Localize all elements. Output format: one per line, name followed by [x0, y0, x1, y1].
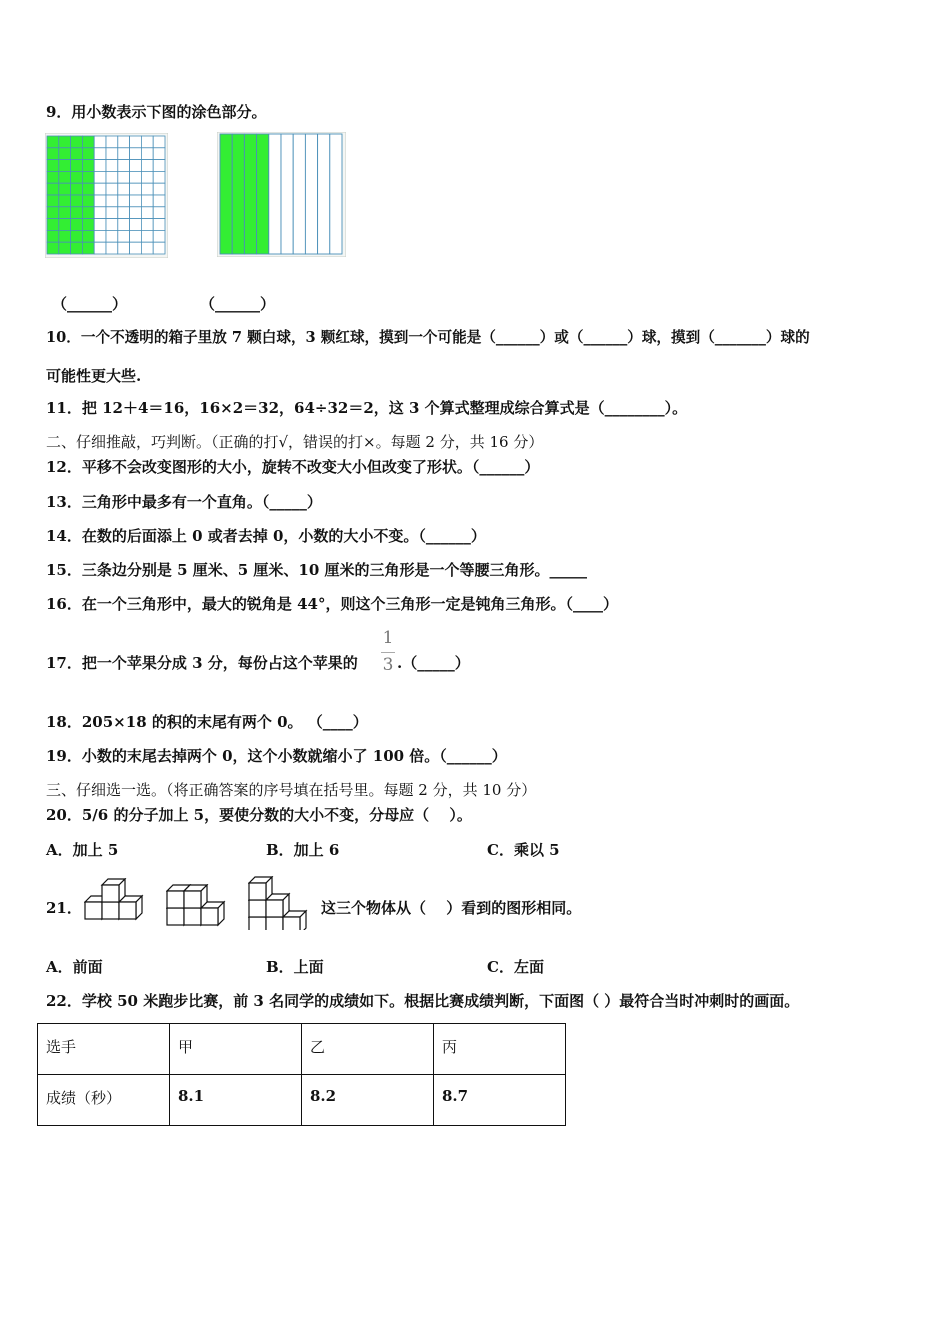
strip-cell	[244, 134, 256, 254]
grid-cell	[106, 195, 118, 207]
grid-cell	[118, 148, 130, 160]
table-cell: 丙	[434, 1024, 566, 1075]
q9-answer-right: （______）	[200, 295, 276, 313]
q16-text: 16．在一个三角形中，最大的锐角是 44°，则这个三角形一定是钝角三角形。（____）	[46, 595, 618, 613]
cube-face	[85, 902, 102, 919]
grid-cell	[59, 183, 71, 195]
q20-option-c: C．乘以 5	[487, 841, 560, 859]
q10-line2: 可能性更大些.	[46, 367, 142, 385]
grid-cell	[141, 242, 153, 254]
grid-cell	[106, 136, 118, 148]
q18-text: 18．205×18 的积的末尾有两个 0。 （____）	[46, 713, 368, 731]
grid-cell	[106, 148, 118, 160]
grid-cell	[47, 136, 59, 148]
cube-stack-figure-2	[166, 884, 232, 930]
grid-cell	[82, 242, 94, 254]
grid-cell	[94, 207, 106, 219]
grid-cell	[59, 160, 71, 172]
q17-fraction-numerator: 1	[382, 628, 394, 648]
grid-cell	[118, 160, 130, 172]
grid-cell	[59, 219, 71, 231]
grid-cell	[94, 195, 106, 207]
q17-text-before: 17．把一个苹果分成 3 分，每份占这个苹果的	[46, 654, 358, 672]
grid-cell	[106, 207, 118, 219]
grid-cell	[82, 207, 94, 219]
grid-cell	[153, 242, 165, 254]
decimal-grid-figure	[45, 133, 168, 258]
section-2-heading: 二、仔细推敲，巧判断。（正确的打√，错误的打×。每题 2 分，共 16 分）	[46, 433, 544, 451]
grid-cell	[71, 171, 83, 183]
q21-option-b: B．上面	[266, 958, 324, 976]
grid-cell	[118, 207, 130, 219]
grid-cell	[82, 230, 94, 242]
grid-cell	[118, 195, 130, 207]
table-cell: 乙	[302, 1024, 434, 1075]
grid-cell	[94, 242, 106, 254]
grid-cell	[153, 230, 165, 242]
grid-cell	[82, 148, 94, 160]
strip-cell	[281, 134, 293, 254]
q14-text: 14．在数的后面添上 0 或者去掉 0，小数的大小不变。（______）	[46, 527, 486, 545]
grid-cell	[47, 160, 59, 172]
grid-cell	[47, 171, 59, 183]
grid-cell	[94, 160, 106, 172]
grid-cell	[47, 230, 59, 242]
cube-face	[266, 900, 283, 917]
grid-cell	[59, 230, 71, 242]
grid-cell	[130, 136, 142, 148]
grid-cell	[153, 207, 165, 219]
grid-cell	[71, 219, 83, 231]
grid-cell	[82, 219, 94, 231]
cube-face	[249, 883, 266, 900]
grid-cell	[130, 219, 142, 231]
grid-cell	[82, 136, 94, 148]
grid-cell	[71, 230, 83, 242]
grid-cell	[141, 183, 153, 195]
table-cell: 8.2	[302, 1075, 434, 1126]
grid-cell	[71, 207, 83, 219]
grid-cell	[141, 207, 153, 219]
grid-cell	[106, 171, 118, 183]
strip-cell	[293, 134, 305, 254]
q17-text-after: .（_____）	[397, 654, 470, 672]
grid-cell	[118, 242, 130, 254]
table-cell: 8.7	[434, 1075, 566, 1126]
race-results-table	[37, 1023, 566, 1126]
grid-cell	[47, 207, 59, 219]
grid-cell	[71, 242, 83, 254]
q20-text: 20．5/6 的分子加上 5，要使分数的大小不变，分母应（ ）。	[46, 806, 472, 824]
table-cell: 甲	[170, 1024, 302, 1075]
grid-cell	[153, 183, 165, 195]
grid-cell	[106, 219, 118, 231]
cube-face	[102, 902, 119, 919]
grid-cell	[94, 171, 106, 183]
q15-text: 15．三条边分别是 5 厘米、5 厘米、10 厘米的三角形是一个等腰三角形。_____	[46, 561, 588, 579]
grid-cell	[118, 136, 130, 148]
grid-cell	[59, 242, 71, 254]
grid-cell	[106, 160, 118, 172]
strip-cell	[257, 134, 269, 254]
grid-cell	[141, 219, 153, 231]
table-cell: 选手	[38, 1024, 170, 1075]
q17-fraction-denominator: 3	[382, 655, 394, 675]
grid-cell	[130, 183, 142, 195]
cube-stack-figure-3	[248, 876, 314, 930]
q22-text: 22．学校 50 米跑步比赛，前 3 名同学的成绩如下。根据比赛成绩判断，下面图（ ）最符合当时冲刺时的画面。	[46, 992, 800, 1010]
cube-face	[283, 917, 300, 930]
grid-cell	[94, 183, 106, 195]
grid-cell	[130, 207, 142, 219]
table-cell: 成绩（秒）	[38, 1075, 170, 1126]
grid-cell	[141, 148, 153, 160]
grid-cell	[82, 160, 94, 172]
q20-option-b: B．加上 6	[266, 841, 340, 859]
grid-cell	[71, 136, 83, 148]
grid-cell	[141, 160, 153, 172]
grid-cell	[47, 148, 59, 160]
grid-cell	[71, 183, 83, 195]
q21-number: 21．	[46, 899, 82, 917]
grid-cell	[153, 171, 165, 183]
strip-cell	[269, 134, 281, 254]
q17-fraction-bar	[381, 652, 395, 653]
grid-cell	[130, 160, 142, 172]
grid-cell	[59, 195, 71, 207]
decimal-strip-figure	[217, 132, 346, 257]
strip-cell	[305, 134, 317, 254]
grid-cell	[59, 207, 71, 219]
table-row	[38, 1075, 566, 1126]
grid-cell	[141, 171, 153, 183]
grid-cell	[59, 136, 71, 148]
grid-cell	[130, 230, 142, 242]
grid-cell	[94, 219, 106, 231]
grid-cell	[82, 195, 94, 207]
grid-cell	[106, 230, 118, 242]
grid-cell	[94, 148, 106, 160]
grid-cell	[106, 183, 118, 195]
grid-cell	[153, 160, 165, 172]
cube-face	[266, 917, 283, 930]
q21-option-c: C．左面	[487, 958, 544, 976]
grid-cell	[141, 230, 153, 242]
grid-cell	[82, 171, 94, 183]
grid-cell	[130, 171, 142, 183]
strip-cell	[232, 134, 244, 254]
cube-face	[102, 885, 119, 902]
grid-cell	[130, 242, 142, 254]
q20-option-a: A．加上 5	[46, 841, 119, 859]
grid-cell	[153, 148, 165, 160]
cube-face	[184, 891, 201, 908]
strip-cell	[220, 134, 232, 254]
grid-cell	[118, 219, 130, 231]
cube-face	[184, 908, 201, 925]
grid-cell	[71, 160, 83, 172]
grid-cell	[141, 195, 153, 207]
q21-option-a: A．前面	[46, 958, 103, 976]
grid-cell	[59, 148, 71, 160]
section-3-heading: 三、仔细选一选。（将正确答案的序号填在括号里。每题 2 分，共 10 分）	[46, 781, 537, 799]
q21-text: 这三个物体从（ ）看到的图形相同。	[321, 899, 582, 917]
grid-cell	[118, 183, 130, 195]
grid-cell	[153, 195, 165, 207]
grid-cell	[82, 183, 94, 195]
cube-face	[201, 908, 218, 925]
cube-face	[167, 891, 184, 908]
q13-text: 13．三角形中最多有一个直角。（_____）	[46, 493, 322, 511]
grid-cell	[141, 136, 153, 148]
grid-cell	[71, 195, 83, 207]
grid-cell	[106, 242, 118, 254]
cube-face	[249, 917, 266, 930]
grid-cell	[94, 136, 106, 148]
q12-text: 12．平移不会改变图形的大小，旋转不改变大小但改变了形状。（______）	[46, 458, 540, 476]
cube-face	[249, 900, 266, 917]
grid-cell	[47, 242, 59, 254]
strip-cell	[330, 134, 342, 254]
q9-text: 9．用小数表示下图的涂色部分。	[46, 103, 267, 121]
grid-cell	[118, 171, 130, 183]
cube-stack-figure-1	[84, 878, 150, 930]
grid-cell	[71, 148, 83, 160]
q19-text: 19．小数的末尾去掉两个 0，这个小数就缩小了 100 倍。（______）	[46, 747, 507, 765]
grid-cell	[130, 148, 142, 160]
table-header-row	[38, 1024, 566, 1075]
table-cell: 8.1	[170, 1075, 302, 1126]
q9-answer-left: （______）	[52, 295, 128, 313]
grid-cell	[47, 183, 59, 195]
cube-face	[167, 908, 184, 925]
grid-cell	[153, 136, 165, 148]
grid-cell	[118, 230, 130, 242]
q11-text: 11．把 12＋4＝16，16×2＝32，64÷32＝2，这 3 个算式整理成综合算式是（________）。	[46, 399, 688, 417]
grid-cell	[94, 230, 106, 242]
grid-cell	[153, 219, 165, 231]
cube-face	[119, 902, 136, 919]
grid-cell	[47, 195, 59, 207]
grid-cell	[59, 171, 71, 183]
strip-cell	[318, 134, 330, 254]
grid-cell	[130, 195, 142, 207]
q10-line1: 10．一个不透明的箱子里放 7 颗白球，3 颗红球，摸到一个可能是（______）或（______）球，摸到（_______）球的	[46, 329, 810, 346]
grid-cell	[47, 219, 59, 231]
